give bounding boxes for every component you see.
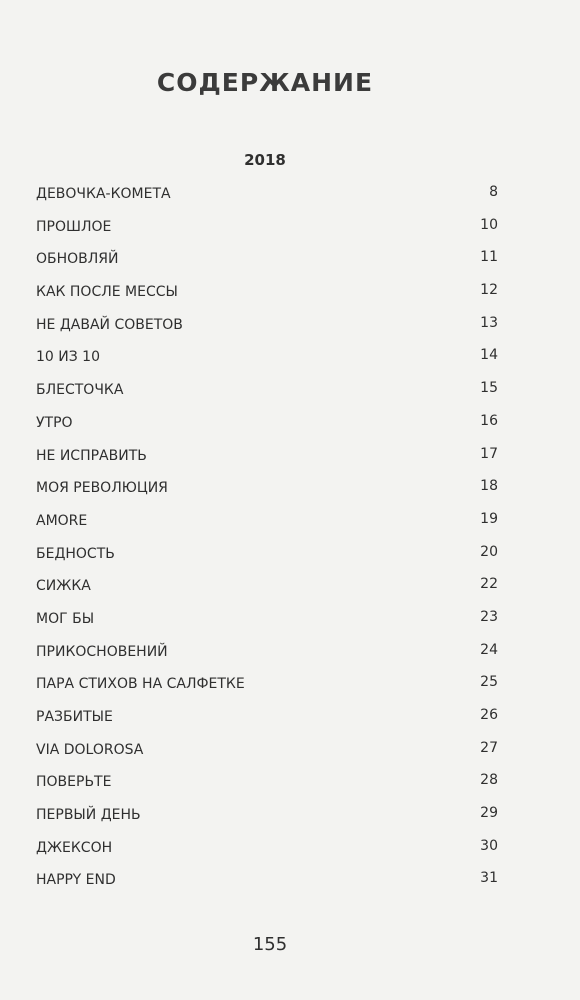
toc-entry (0, 282, 580, 315)
toc-entry-page: 14 (480, 347, 498, 364)
toc-entry-page: 16 (480, 412, 498, 429)
toc-entry (0, 315, 580, 348)
toc-entry-page: 31 (480, 870, 498, 887)
toc-entry-title: ПРОШЛОЕ (36, 218, 112, 235)
toc-entry (0, 511, 580, 544)
toc-entry-page: 22 (480, 576, 498, 593)
toc-entry-title: ПРИКОСНОВЕНИЙ (36, 643, 168, 660)
toc-entry (0, 184, 580, 217)
toc-entry-page: 19 (480, 510, 498, 527)
toc-entry-title: AMORE (36, 512, 88, 529)
toc-entry-page: 25 (480, 674, 498, 691)
toc-entry-page: 28 (480, 772, 498, 789)
toc-entry-page: 23 (480, 608, 498, 625)
toc-entry (0, 347, 580, 380)
toc-entry (0, 772, 580, 805)
toc-entry-title: УТРО (36, 414, 73, 431)
toc-entry-title: РАЗБИТЫЕ (36, 709, 113, 725)
toc-entry (0, 446, 580, 479)
toc-entry-page: 17 (480, 445, 498, 462)
toc-entry-title: МОЯ РЕВОЛЮЦИЯ (36, 480, 168, 497)
table-of-contents (0, 184, 580, 903)
toc-entry (0, 478, 580, 511)
toc-entry (0, 838, 580, 871)
toc-entry-title: HAPPY END (36, 872, 116, 889)
section-year: 2018 (244, 151, 286, 169)
toc-entry-page: 30 (480, 837, 498, 854)
toc-entry (0, 805, 580, 838)
toc-entry (0, 740, 580, 773)
toc-entry-page: 13 (480, 314, 498, 331)
toc-entry-title: БЕДНОСТЬ (36, 545, 115, 562)
toc-entry-page: 24 (480, 641, 498, 658)
toc-entry (0, 380, 580, 413)
toc-entry-title: ДЖЕКСОН (36, 839, 113, 856)
toc-entry (0, 217, 580, 250)
toc-entry (0, 870, 580, 903)
toc-entry-title: 10 ИЗ 10 (36, 349, 100, 366)
toc-entry-page: 12 (480, 282, 498, 299)
toc-entry-page: 11 (480, 249, 498, 266)
toc-entry-page: 29 (480, 805, 498, 822)
toc-entry-title: КАК ПОСЛЕ МЕССЫ (36, 284, 178, 301)
toc-entry (0, 249, 580, 282)
toc-entry-title: VIA DOLOROSA (36, 741, 144, 758)
toc-entry-title: БЛЕСТОЧКА (36, 382, 124, 399)
toc-entry-page: 15 (480, 380, 498, 397)
toc-entry-title: ОБНОВЛЯЙ (36, 251, 119, 268)
toc-entry-title: НЕ ДАВАЙ СОВЕТОВ (36, 316, 183, 333)
toc-entry-page: 20 (480, 543, 498, 560)
toc-entry-title: СИЖКА (36, 578, 91, 595)
toc-entry (0, 642, 580, 675)
toc-entry-page: 10 (480, 216, 498, 233)
toc-entry (0, 413, 580, 446)
toc-entry-page: 18 (480, 478, 498, 495)
toc-entry (0, 576, 580, 609)
toc-entry-title: НЕ ИСПРАВИТЬ (36, 447, 147, 464)
toc-entry-page: 26 (480, 707, 498, 723)
toc-entry (0, 674, 580, 707)
toc-entry (0, 544, 580, 577)
toc-entry-title: ПАРА СТИХОВ НА САЛФЕТКЕ (36, 676, 245, 693)
toc-entry-page: 27 (480, 739, 498, 756)
toc-entry-title: ПОВЕРЬТЕ (36, 774, 112, 791)
toc-entry-title: ПЕРВЫЙ ДЕНЬ (36, 807, 141, 824)
toc-entry-page: 8 (489, 184, 498, 200)
toc-entry-title: ДЕВОЧКА-КОМЕТА (36, 186, 171, 202)
toc-entry (0, 609, 580, 642)
page-number: 155 (252, 934, 288, 955)
toc-entry-title: МОГ БЫ (36, 610, 95, 627)
page-title: СОДЕРЖАНИЕ (156, 68, 374, 97)
toc-entry (0, 707, 580, 740)
